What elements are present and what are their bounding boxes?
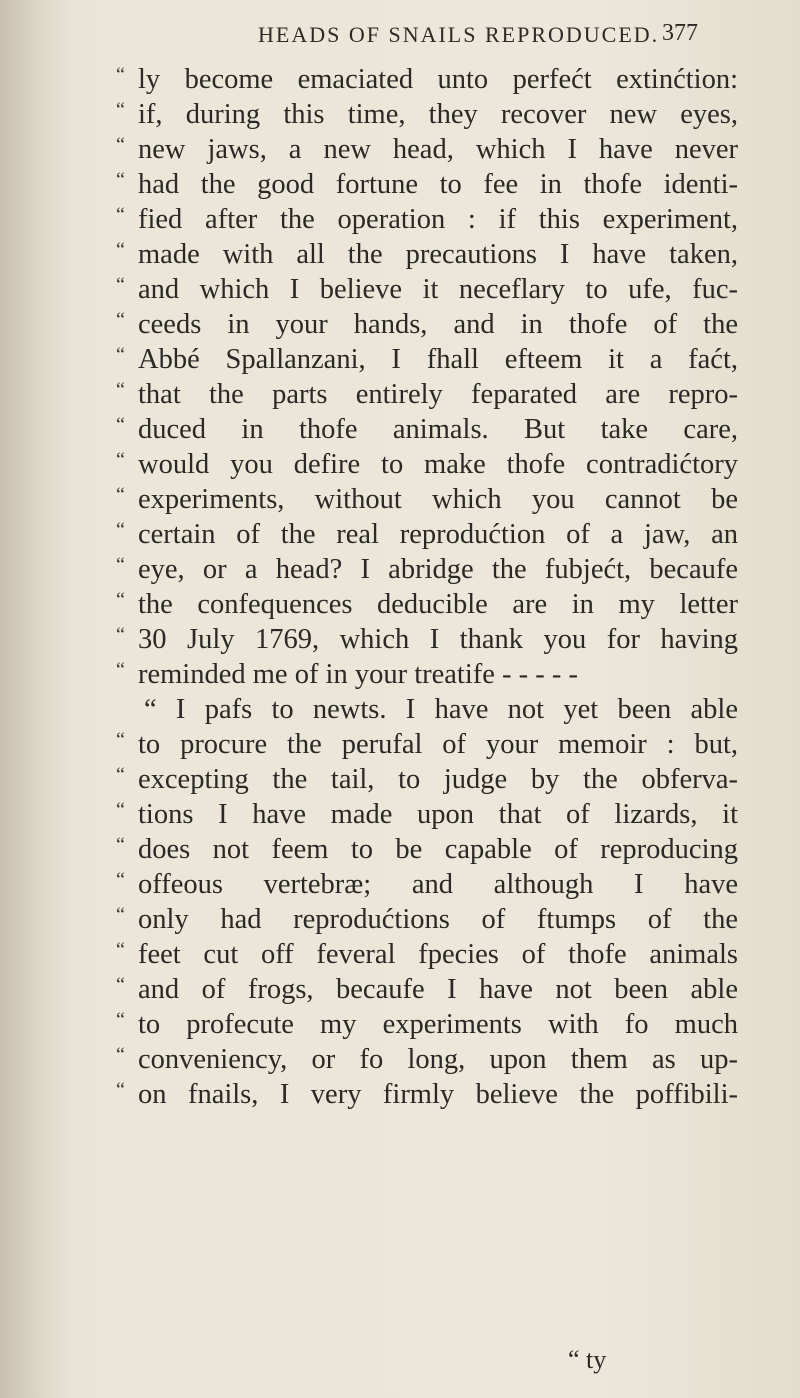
line-text: excepting the tail, to judge by the obferva- [138, 764, 738, 795]
text-line [116, 482, 738, 517]
text-line [116, 517, 738, 552]
body-text [116, 62, 738, 1112]
quotation-mark: “ [116, 974, 125, 996]
text-line [116, 1077, 738, 1112]
line-text: had the good fortune to fee in thofe identi- [138, 169, 738, 200]
text-line [116, 622, 738, 657]
catchword: “ ty [568, 1345, 607, 1374]
quotation-mark: “ [116, 239, 125, 261]
line-text: feet cut off feveral fpecies of thofe animals [138, 939, 738, 970]
line-text: conveniency, or fo long, upon them as up- [138, 1044, 738, 1075]
line-text: “ I pafs to newts. I have not yet been able [144, 694, 738, 725]
page-number: 377 [662, 20, 698, 46]
text-line [116, 377, 738, 412]
line-text: fied after the operation : if this experiment, [138, 204, 738, 235]
quotation-mark: “ [116, 134, 125, 156]
page-header [258, 16, 698, 56]
line-text: to profecute my experiments with fo much [138, 1009, 738, 1040]
line-text: and of frogs, becaufe I have not been able [138, 974, 738, 1005]
quotation-mark: “ [116, 729, 125, 751]
text-line [116, 272, 738, 307]
quotation-mark: “ [116, 1009, 125, 1031]
quotation-mark: “ [116, 624, 125, 646]
quotation-mark: “ [116, 344, 125, 366]
line-text: certain of the real reprodućtion of a jaw, an [138, 519, 738, 550]
text-line [138, 692, 738, 727]
quotation-mark: “ [116, 1079, 125, 1101]
text-line [116, 447, 738, 482]
line-text: ceeds in your hands, and in thofe of the [138, 309, 738, 340]
text-line [116, 867, 738, 902]
line-text: new jaws, a new head, which I have never [138, 134, 738, 165]
line-text: ly become emaciated unto perfećt extinćtion: [138, 64, 738, 95]
line-text: to procure the perufal of your memoir : but, [138, 729, 738, 760]
quotation-mark: “ [116, 834, 125, 856]
line-text: that the parts entirely feparated are repro- [138, 379, 738, 410]
line-text: eye, or a head? I abridge the fubjećt, becaufe [138, 554, 738, 585]
quotation-mark: “ [116, 659, 125, 681]
text-line [116, 587, 738, 622]
text-line [116, 202, 738, 237]
line-text: only had reprodućtions of ftumps of the [138, 904, 738, 935]
running-title: HEADS OF SNAILS REPRODUCED. [258, 22, 660, 47]
line-text: reminded me of in your treatife - - - - - [138, 659, 578, 690]
line-text: the confequences deducible are in my letter [138, 589, 738, 620]
quotation-mark: “ [116, 449, 125, 471]
text-line [116, 132, 738, 167]
line-text: made with all the precautions I have taken, [138, 239, 738, 270]
quotation-mark: “ [116, 939, 125, 961]
text-line [116, 1042, 738, 1077]
text-line [116, 1007, 738, 1042]
line-text: and which I believe it neceflary to ufe, fuc- [138, 274, 738, 305]
quotation-mark: “ [116, 519, 125, 541]
page-gutter-shadow [0, 0, 70, 1398]
quotation-mark: “ [116, 484, 125, 506]
quotation-mark: “ [116, 554, 125, 576]
text-line [116, 167, 738, 202]
quotation-mark: “ [116, 274, 125, 296]
line-text: on fnails, I very firmly believe the poffibili- [138, 1079, 738, 1110]
line-text: does not feem to be capable of reproducing [138, 834, 738, 865]
text-line [116, 972, 738, 1007]
quotation-mark: “ [116, 869, 125, 891]
text-line [116, 97, 738, 132]
quotation-mark: “ [116, 204, 125, 226]
text-line [116, 342, 738, 377]
text-line [116, 412, 738, 447]
text-line [116, 552, 738, 587]
quotation-mark: “ [116, 64, 125, 86]
quotation-mark: “ [116, 904, 125, 926]
text-line [116, 902, 738, 937]
text-line [116, 727, 738, 762]
quotation-mark: “ [116, 1044, 125, 1066]
quotation-mark: “ [116, 379, 125, 401]
text-line [116, 657, 738, 692]
line-text: tions I have made upon that of lizards, it [138, 799, 738, 830]
line-text: would you defire to make thofe contradićtory [138, 449, 738, 480]
quotation-mark: “ [116, 309, 125, 331]
text-line [116, 832, 738, 867]
text-line [116, 937, 738, 972]
text-line [116, 797, 738, 832]
quotation-mark: “ [116, 589, 125, 611]
quotation-mark: “ [116, 99, 125, 121]
line-text: duced in thofe animals. But take care, [138, 414, 738, 445]
line-text: if, during this time, they recover new eyes, [138, 99, 738, 130]
quotation-mark: “ [116, 764, 125, 786]
text-line [116, 307, 738, 342]
line-text: 30 July 1769, which I thank you for having [138, 624, 738, 655]
text-line [116, 62, 738, 97]
line-text: Abbé Spallanzani, I fhall efteem it a faćt, [138, 344, 738, 375]
quotation-mark: “ [116, 799, 125, 821]
quotation-mark: “ [116, 169, 125, 191]
line-text: experiments, without which you cannot be [138, 484, 738, 515]
line-text: offeous vertebræ; and although I have [138, 869, 738, 900]
text-line [116, 762, 738, 797]
text-line [116, 237, 738, 272]
quotation-mark: “ [116, 414, 125, 436]
